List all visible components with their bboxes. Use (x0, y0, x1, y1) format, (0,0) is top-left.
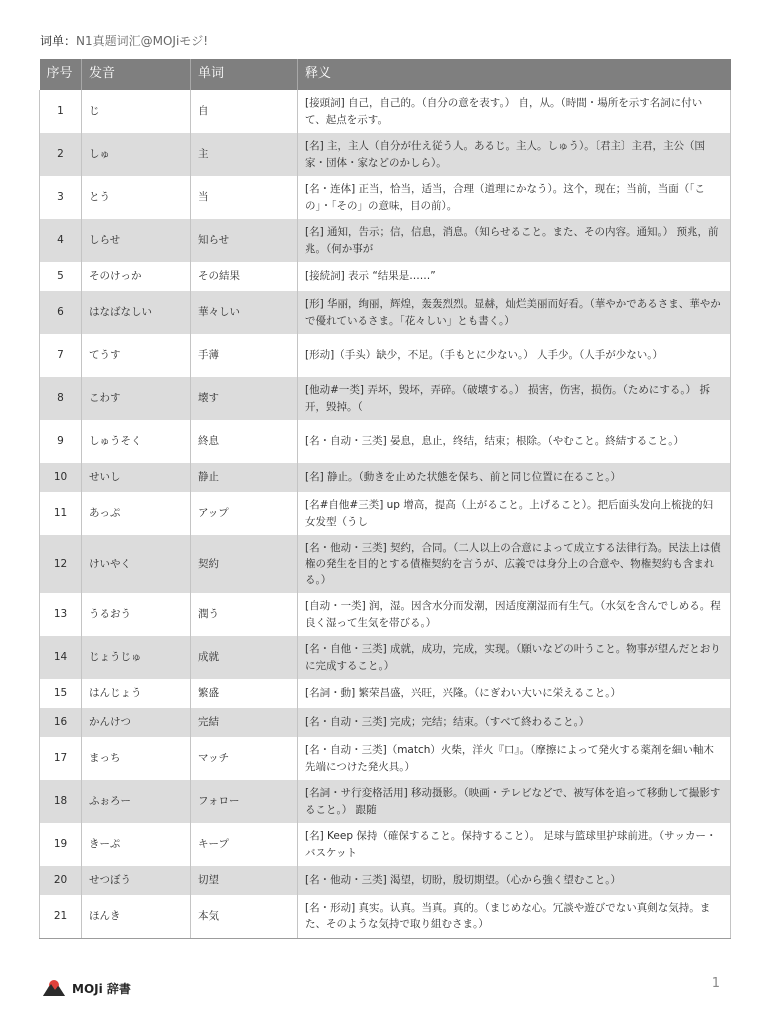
row-word: 主 (191, 133, 298, 176)
logo-text: MOJi 辞書 (72, 981, 131, 996)
row-word: 切望 (191, 866, 298, 895)
table-row (40, 492, 731, 535)
row-reading: しゅうそく (82, 420, 191, 463)
column-header-number: 序号 (40, 59, 82, 90)
table-row (40, 737, 731, 780)
row-meaning: [名#自他#三类] up 增高，提高（上がること。上げること）。把后面头发向上梳拢的妇女发型（うし (298, 492, 731, 535)
page-number: 1 (711, 976, 720, 991)
row-number: 15 (40, 679, 82, 708)
row-number: 21 (40, 895, 82, 938)
row-number: 1 (40, 90, 82, 133)
table-row (40, 593, 731, 636)
table-row (40, 823, 731, 866)
row-word: その結果 (191, 262, 298, 291)
column-header-meaning: 释义 (298, 59, 731, 90)
table-row (40, 377, 731, 420)
row-number: 6 (40, 291, 82, 334)
row-reading: そのけっか (82, 262, 191, 291)
row-reading: はんじょう (82, 679, 191, 708)
row-meaning: [接頭詞] 自己，自己的。（自分の意を表す。） 自，从。（時間・場所を示す名詞に付いて、起点を示す。 (298, 90, 731, 133)
row-meaning: [名] 主，主人（自分が仕え従う人。あるじ。主人。しゅう）。〔君主〕主君，主公（国家・団体・家などのかしら）。 (298, 133, 731, 176)
row-reading: きーぷ (82, 823, 191, 866)
row-number: 7 (40, 334, 82, 377)
table-row (40, 679, 731, 708)
row-meaning: [名・自他・三类] 成就，成功，完成，实现。（願いなどの叶うこと。物事が望んだとおりに完成すること。） (298, 636, 731, 679)
row-reading: はなばなしい (82, 291, 191, 334)
table-row (40, 535, 731, 593)
list-name: N1真题词汇@MOJiモジ! (76, 34, 209, 48)
table-row (40, 780, 731, 823)
row-number: 8 (40, 377, 82, 420)
row-reading: じ (82, 90, 191, 133)
row-word: マッチ (191, 737, 298, 780)
row-reading: しらせ (82, 219, 191, 262)
table-row (40, 133, 731, 176)
row-reading: せいし (82, 463, 191, 492)
row-reading: てうす (82, 334, 191, 377)
row-number: 11 (40, 492, 82, 535)
row-word: 本気 (191, 895, 298, 938)
table-row (40, 708, 731, 737)
table-row (40, 895, 731, 938)
row-number: 17 (40, 737, 82, 780)
row-reading: せつぼう (82, 866, 191, 895)
row-meaning: [名詞・動] 繁荣昌盛，兴旺，兴隆。（にぎわい大いに栄えること。） (298, 679, 731, 708)
title-prefix: 词单： (40, 34, 77, 48)
row-word: 完結 (191, 708, 298, 737)
row-word: 契約 (191, 535, 298, 593)
row-meaning: [名詞・サ行変格活用] 移动摄影。（映画・テレビなどで、被写体を追って移動して撮影すること。） 跟随 (298, 780, 731, 823)
table-row (40, 291, 731, 334)
table-row (40, 334, 731, 377)
table-header-row (40, 59, 731, 90)
row-word: 手薄 (191, 334, 298, 377)
row-number: 18 (40, 780, 82, 823)
row-word: 自 (191, 90, 298, 133)
row-meaning: [名・他动・三类] 契约，合同。（二人以上の合意によって成立する法律行為。民法上は債権の発生を目的とする債権契約を言うが、広義では身分上の合意や、物権契約も含まれる。） (298, 535, 731, 593)
moji-mountain-logo-icon (42, 978, 66, 998)
column-header-word: 单词 (191, 59, 298, 90)
row-meaning: [名・他动・三类] 渴望，切盼，殷切期望。（心から強く望むこと。） (298, 866, 731, 895)
row-reading: まっち (82, 737, 191, 780)
row-number: 2 (40, 133, 82, 176)
row-word: フォロー (191, 780, 298, 823)
row-word: 静止 (191, 463, 298, 492)
page-title (40, 32, 208, 49)
row-meaning: [自动・一类] 润，湿。因含水分而发潮，因适度潮湿而有生气。（水気を含んでしめる。程良く湿って生気を帯びる。） (298, 593, 731, 636)
row-reading: ほんき (82, 895, 191, 938)
row-meaning: [形] 华丽，绚丽，辉煌，轰轰烈烈。显赫，灿烂美丽而好看。（華やかであるさま、華やかで優れているさま。「花々しい」とも書く。） (298, 291, 731, 334)
row-reading: あっぷ (82, 492, 191, 535)
table-row (40, 866, 731, 895)
row-word: 潤う (191, 593, 298, 636)
row-number: 16 (40, 708, 82, 737)
row-reading: しゅ (82, 133, 191, 176)
row-meaning: [名] 通知，告示；信，信息，消息。（知らせること。また、その内容。通知。） 预兆，前兆。（何か事が (298, 219, 731, 262)
row-number: 4 (40, 219, 82, 262)
row-meaning: [他动#一类] 弄坏，毁坏，弄碎。（破壊する。） 损害，伤害，损伤。（ためにする。） 拆开，毁掉。（ (298, 377, 731, 420)
table-row (40, 90, 731, 133)
row-meaning: [名・自动・三类] 晏息，息止，终结，结束；根除。（やむこと。終結すること。） (298, 420, 731, 463)
row-meaning: [名・自动・三类]（match）火柴，洋火『口』。（摩擦によって発火する薬剤を細い軸木先端につけた発火具。） (298, 737, 731, 780)
row-word: 繁盛 (191, 679, 298, 708)
row-number: 3 (40, 176, 82, 219)
row-word: 当 (191, 176, 298, 219)
row-meaning: [名] 静止。（動きを止めた状態を保ち、前と同じ位置に在ること。） (298, 463, 731, 492)
row-word: 壊す (191, 377, 298, 420)
row-word: 終息 (191, 420, 298, 463)
vocab-table (39, 59, 731, 939)
row-word: アップ (191, 492, 298, 535)
row-meaning: [名] Keep 保持（確保すること。保持すること）。 足球与篮球里护球前进。（サッカー・バスケット (298, 823, 731, 866)
row-word: 知らせ (191, 219, 298, 262)
row-number: 5 (40, 262, 82, 291)
table-row (40, 420, 731, 463)
row-number: 9 (40, 420, 82, 463)
footer-logo (42, 978, 131, 998)
row-meaning: [形动]（手头）缺少，不足。（手もとに少ない。） 人手少。（人手が少ない。） (298, 334, 731, 377)
row-meaning: [名・自动・三类] 完成；完结；结束。（すべて終わること。） (298, 708, 731, 737)
row-number: 19 (40, 823, 82, 866)
row-reading: うるおう (82, 593, 191, 636)
row-reading: こわす (82, 377, 191, 420)
row-reading: けいやく (82, 535, 191, 593)
table-row (40, 636, 731, 679)
row-word: 成就 (191, 636, 298, 679)
row-word: 華々しい (191, 291, 298, 334)
table-row (40, 262, 731, 291)
row-meaning: [接続詞] 表示 “结果是……” (298, 262, 731, 291)
table-row (40, 463, 731, 492)
row-meaning: [名・连体] 正当，恰当，适当，合理（道理にかなう）。这个，现在；当前，当面（「この」・「その」の意味，目の前）。 (298, 176, 731, 219)
row-reading: じょうじゅ (82, 636, 191, 679)
row-number: 12 (40, 535, 82, 593)
row-number: 13 (40, 593, 82, 636)
row-number: 10 (40, 463, 82, 492)
table-row (40, 176, 731, 219)
table-row (40, 219, 731, 262)
table-body (40, 90, 731, 938)
row-reading: かんけつ (82, 708, 191, 737)
row-reading: ふぉろー (82, 780, 191, 823)
row-meaning: [名・形动] 真实。认真。当真。真的。（まじめな心。冗談や遊びでない真剣な気持。また、そのような気持で取り組むさま。） (298, 895, 731, 938)
row-number: 14 (40, 636, 82, 679)
row-number: 20 (40, 866, 82, 895)
column-header-reading: 发音 (82, 59, 191, 90)
row-word: キープ (191, 823, 298, 866)
row-reading: とう (82, 176, 191, 219)
